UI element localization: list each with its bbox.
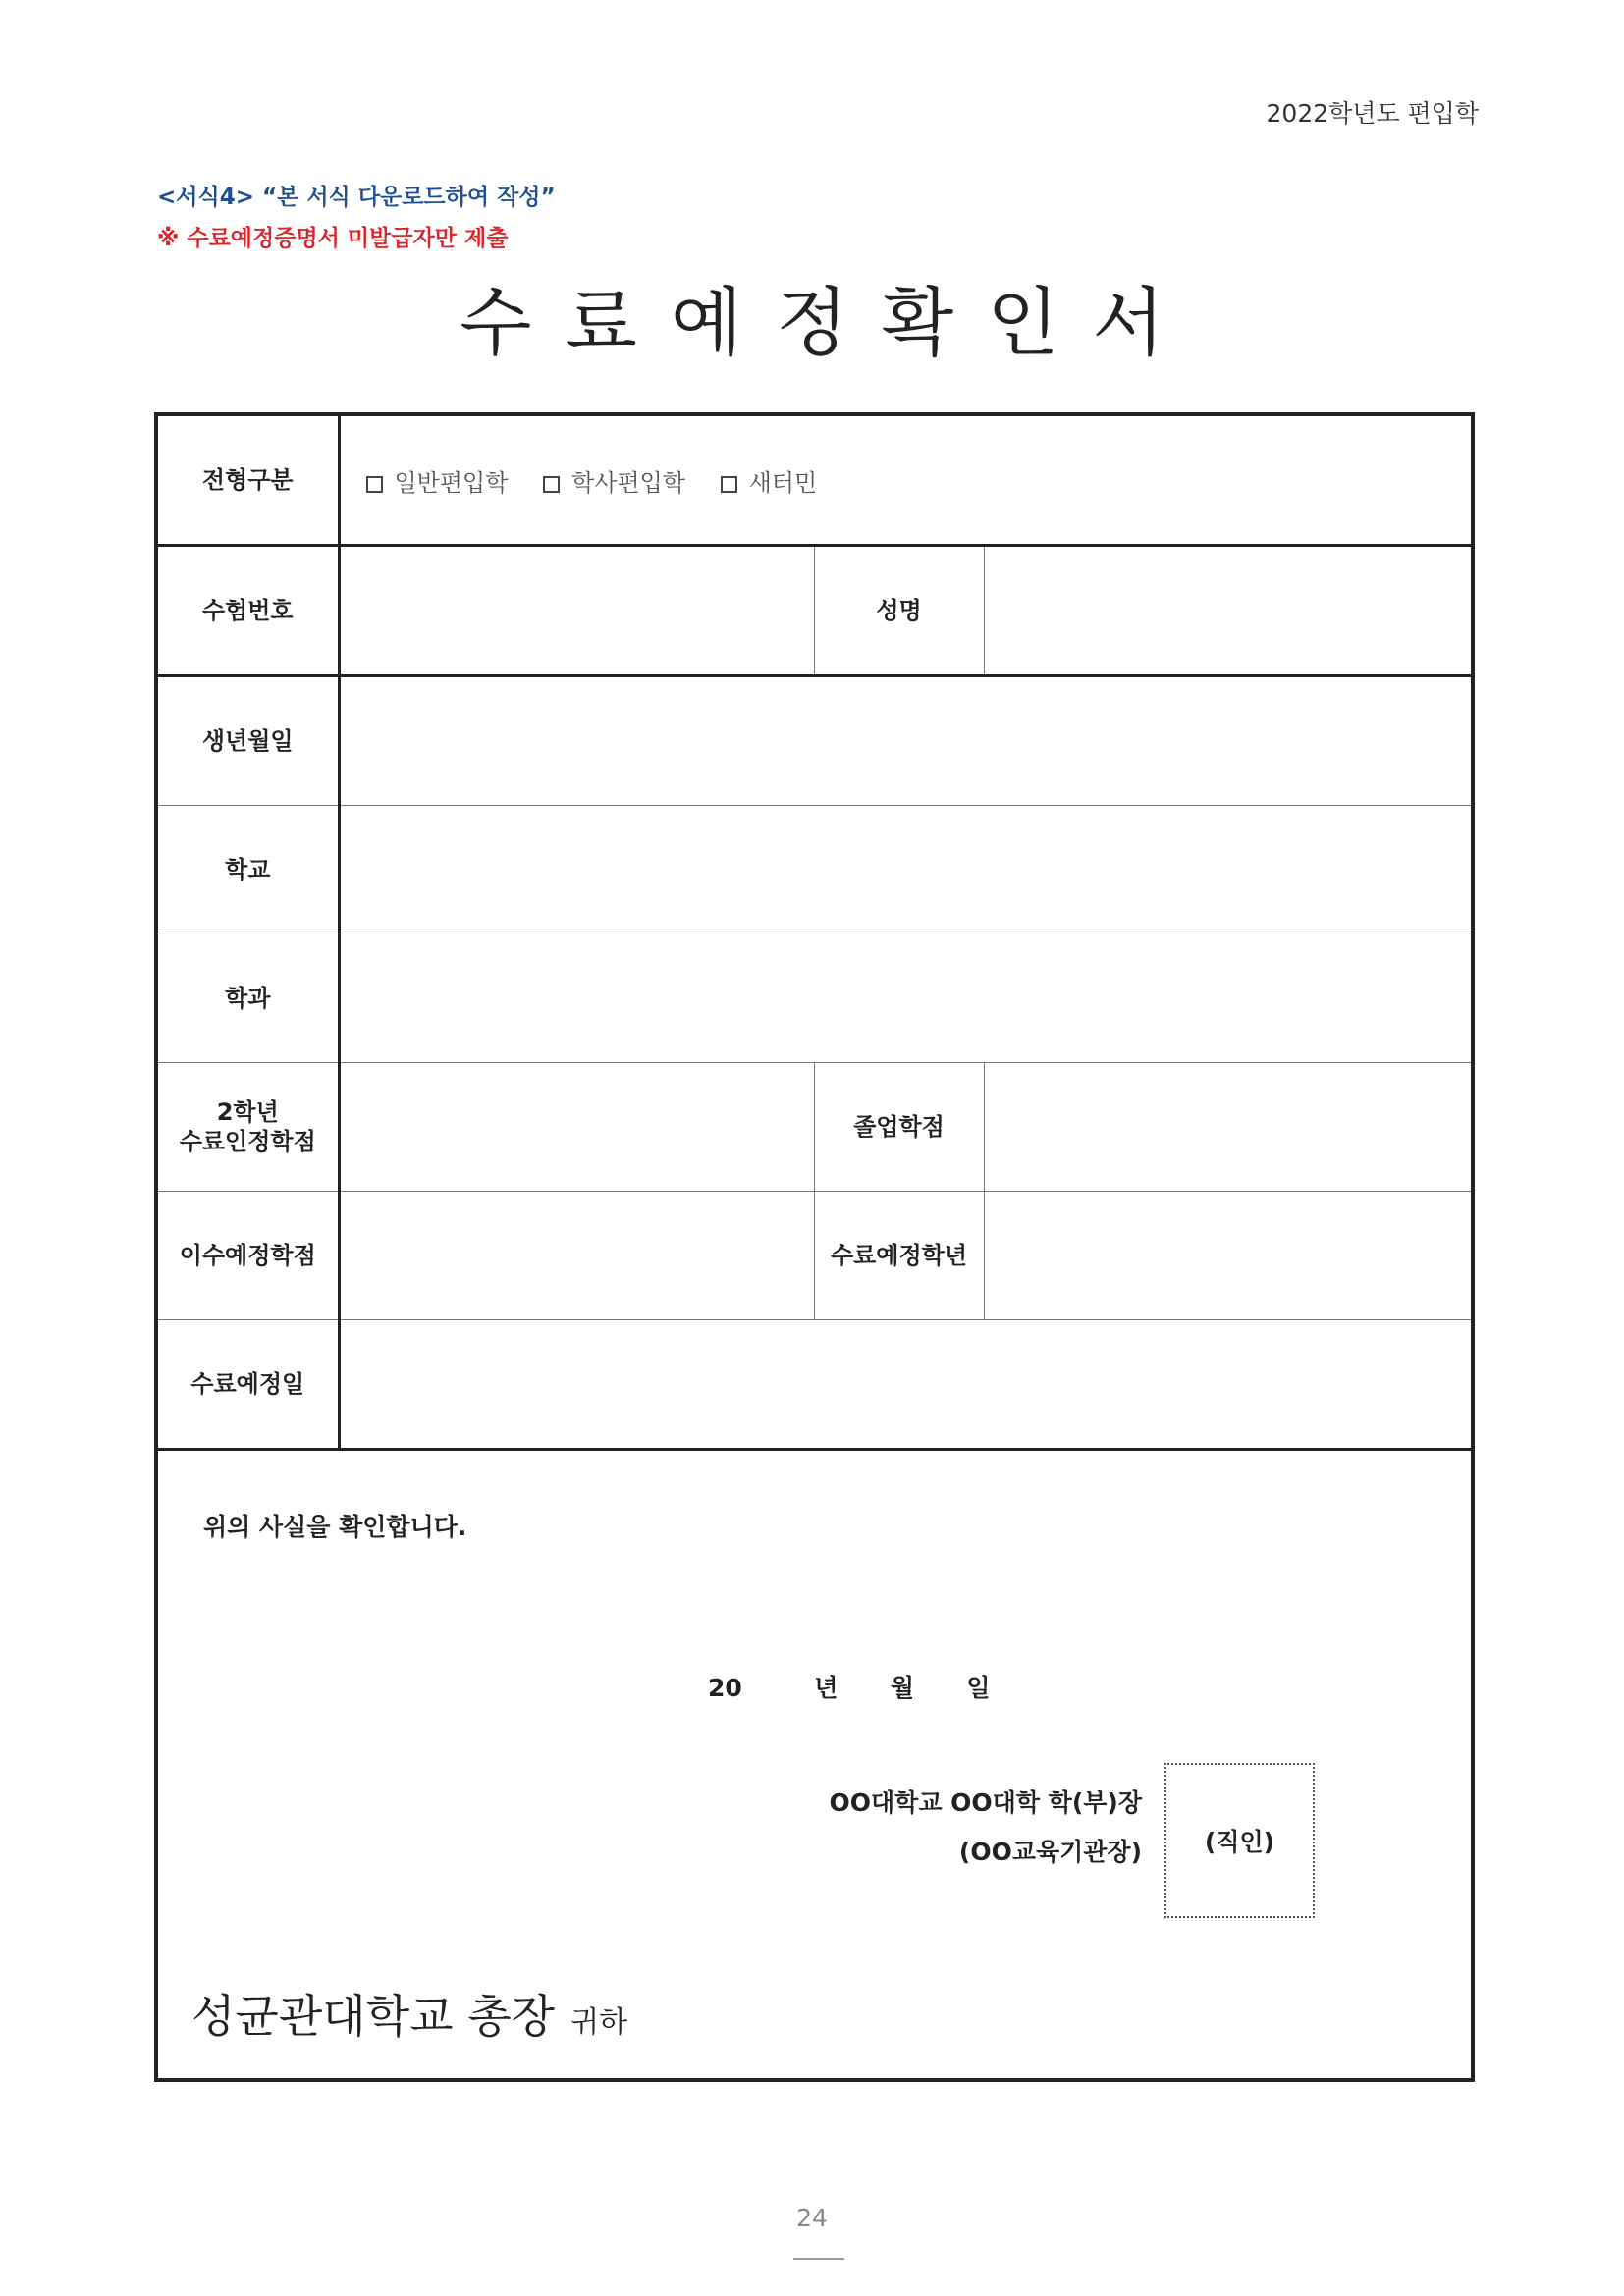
school-label: 학교 xyxy=(158,806,339,934)
option-bachelor-transfer[interactable]: 학사편입학 xyxy=(543,463,685,498)
form-reference: <서식4> “본 서식 다운로드하여 작성” xyxy=(157,185,556,210)
document-title: 수료예정확인서 xyxy=(460,279,1198,366)
confirmation-section xyxy=(158,1451,1471,2081)
name-label: 성명 xyxy=(814,546,984,676)
admission-type-options xyxy=(339,416,1471,546)
exam-number-field[interactable] xyxy=(339,546,814,676)
expected-grade-label: 수료예정학년 xyxy=(814,1192,984,1320)
department-field[interactable] xyxy=(339,934,1471,1063)
exam-number-label: 수험번호 xyxy=(158,546,339,676)
birth-date-field[interactable] xyxy=(339,676,1471,806)
page-number-rule xyxy=(793,2258,844,2260)
confirmation-form xyxy=(154,412,1475,2082)
date-month: 월 xyxy=(890,1674,914,1702)
signer-block xyxy=(830,1779,1142,1877)
recipient-suffix: 귀하 xyxy=(570,2005,628,2040)
graduation-credits-field[interactable] xyxy=(984,1063,1471,1192)
name-field[interactable] xyxy=(984,546,1471,676)
admission-type-label: 전형구분 xyxy=(158,416,339,546)
checkbox-icon[interactable] xyxy=(721,476,737,493)
checkbox-icon[interactable] xyxy=(543,476,560,493)
expected-credits-field[interactable] xyxy=(339,1192,814,1320)
date-day: 일 xyxy=(966,1674,991,1702)
expected-credits-label: 이수예정학점 xyxy=(158,1192,339,1320)
form-grid xyxy=(158,416,1471,1451)
second-year-credits-field[interactable] xyxy=(339,1063,814,1192)
expected-date-field[interactable] xyxy=(339,1320,1471,1450)
recipient-name: 성균관대학교 총장 xyxy=(191,1990,556,2043)
second-year-credits-label-line2: 수료인정학점 xyxy=(179,1128,316,1155)
page-number: 24 xyxy=(796,2204,828,2232)
option-defector[interactable]: 새터민 xyxy=(721,463,818,498)
second-year-credits-label-line1: 2학년 xyxy=(216,1098,279,1126)
recipient xyxy=(191,1981,627,2046)
signer-subtitle: (OO교육기관장) xyxy=(958,1838,1142,1866)
checkbox-icon[interactable] xyxy=(366,476,383,493)
school-field[interactable] xyxy=(339,806,1471,934)
date-year: 년 xyxy=(814,1674,839,1702)
department-label: 학과 xyxy=(158,934,339,1063)
graduation-credits-label: 졸업학점 xyxy=(814,1063,984,1192)
year-label: 2022학년도 편입학 xyxy=(1266,99,1479,128)
confirmation-statement: 위의 사실을 확인합니다. xyxy=(203,1513,467,1541)
date-year-prefix: 20 xyxy=(708,1674,742,1702)
seal-box: (직인) xyxy=(1164,1763,1315,1918)
submission-notice: ※ 수료예정증명서 미발급자만 제출 xyxy=(157,226,509,251)
second-year-credits-label xyxy=(158,1063,339,1192)
signer-title: OO대학교 OO대학 학(부)장 xyxy=(829,1789,1142,1817)
expected-date-label: 수료예정일 xyxy=(158,1320,339,1450)
date-line xyxy=(708,1669,991,1704)
birth-date-label: 생년월일 xyxy=(158,676,339,806)
option-general-transfer[interactable]: 일반편입학 xyxy=(366,463,509,498)
expected-grade-field[interactable] xyxy=(984,1192,1471,1320)
